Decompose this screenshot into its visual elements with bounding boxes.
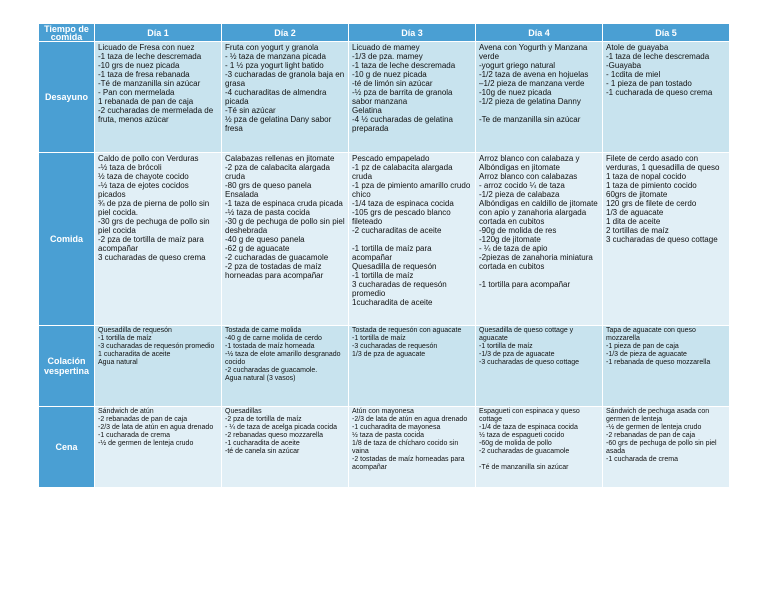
table-row-cena	[39, 407, 730, 488]
table-row-desayuno	[39, 42, 730, 153]
table-cell: Sándwich de atún -2 rebanadas de pan de caja -2/3 de lata de atún en agua drenado -1 cucharada de crema -½ de germen de lenteja crudo	[95, 407, 222, 488]
day-1-header: Día 1	[95, 24, 222, 42]
table-row-comida	[39, 153, 730, 326]
table-row-colacion	[39, 326, 730, 407]
table-cell: Quesadillas -2 pza de tortilla de maíz - ¼ de taza de acelga picada cocida -2 rebanadas queso mozzarella -1 cucharadita de aceite -té de canela sin azúcar	[222, 407, 349, 488]
table-cell: Filete de cerdo asado con verduras, 1 quesadilla de queso 1 taza de nopal cocido 1 taza de pimiento cocido 60grs de jitomate 120 grs de filete de cerdo 1/3 de aguacate 1 dita de aceite 2 tortillas de maíz 3 cucharadas de queso cottage	[603, 153, 730, 326]
table-cell: Arroz blanco con calabaza y Albóndigas en jitomate Arroz blanco con calabazas - arroz cocido ¼ de taza -1/2 pieza de calabaza Albóndigas en caldillo de jitomate con apio y zanahoria alargada cortada en cubitos -90g de molida de res -120g de jitomate - ¼ de taza de apio -2piezas de zanahoria miniatura cortada en cubitos -1 tortilla para acompañar	[476, 153, 603, 326]
table-cell: Atole de guayaba -1 taza de leche descremada -Guayaba - 1cdita de miel - 1 pieza de pan tostado -1 cucharada de queso crema	[603, 42, 730, 153]
row-label-desayuno: Desayuno	[39, 42, 95, 153]
meal-plan-table	[38, 23, 730, 488]
row-label-cena: Cena	[39, 407, 95, 488]
table-cell: Quesadilla de queso cottage y aguacate -1 tortilla de maíz -1/3 de pza de aguacate -3 cucharadas de queso cottage	[476, 326, 603, 407]
row-label-comida: Comida	[39, 153, 95, 326]
table-cell: Atún con mayonesa -2/3 de lata de atún en agua drenado -1 cucharadita de mayonesa ½ taza de pasta cocida 1/8 de taza de chícharo cocido sin vaina -2 tostadas de maíz horneadas para acompañar	[349, 407, 476, 488]
table-cell: Calabazas rellenas en jitomate -2 pza de calabacita alargada cruda -80 grs de queso panela Ensalada -1 taza de espinaca cruda picada -½ taza de pasta cocida -30 g de pechuga de pollo sin piel deshebrada -40 g de queso panela -62 g de aguacate -2 cucharadas de guacamole -2 pza de tostadas de maíz horneadas para acompañar	[222, 153, 349, 326]
table-cell: Tapa de aguacate con queso mozzarella -1 pieza de pan de caja -1/3 de pieza de aguacate -1 rebanada de queso mozzarella	[603, 326, 730, 407]
meal-time-header: Tiempo de comida	[39, 24, 95, 42]
table-cell: Pescado empapelado -1 pz de calabacita alargada cruda -1 pza de pimiento amarillo crudo chico -1/4 taza de espinaca cocida -105 grs de pescado blanco fileteado -2 cucharaditas de aceite -1 tortilla de maíz para acompañar Quesadilla de requesón -1 tortilla de maíz 3 cucharadas de requesón promedio 1cucharadita de aceite	[349, 153, 476, 326]
day-2-header: Día 2	[222, 24, 349, 42]
table-header-row	[39, 24, 730, 42]
table-cell: Licuado de mamey -1/3 de pza. mamey -1 taza de leche descremada -10 g de nuez picada -té de limón sin azúcar -½ pza de barrita de granola sabor manzana Gelatina -4 ½ cucharadas de gelatina preparada	[349, 42, 476, 153]
table-cell: Tostada de requesón con aguacate -1 tortilla de maíz -3 cucharadas de requesón 1/3 de pza de aguacate	[349, 326, 476, 407]
table-cell: Sándwich de pechuga asada con germen de lenteja -½ de germen de lenteja crudo -2 rebanadas de pan de caja -60 grs de pechuga de pollo sin piel asada -1 cucharada de crema	[603, 407, 730, 488]
table-cell: Fruta con yogurt y granola - ½ taza de manzana picada - 1 ½ pza yogurt light batido -3 cucharadas de granola baja en grasa -4 cucharaditas de almendra picada -Té sin azúcar ½ pza de gelatina Dany sabor fresa	[222, 42, 349, 153]
table-cell: Caldo de pollo con Verduras -½ taza de brócoli ½ taza de chayote cocido -½ taza de ejotes cocidos picados ¾ de pza de pierna de pollo sin piel cocida. -30 grs de pechuga de pollo sin piel cocida -2 pza de tortilla de maíz para acompañar 3 cucharadas de queso crema	[95, 153, 222, 326]
day-5-header: Día 5	[603, 24, 730, 42]
table-cell: Avena con Yogurth y Manzana verde -yogurt griego natural -1/2 taza de avena en hojuelas –1/2 pieza de manzana verde -10g de nuez picada -1/2 pieza de gelatina Danny -Te de manzanilla sin azúcar	[476, 42, 603, 153]
day-3-header: Día 3	[349, 24, 476, 42]
table-cell: Licuado de Fresa con nuez -1 taza de leche descremada -10 grs de nuez picada -1 taza de fresa rebanada -Té de manzanilla sin azúcar - Pan con mermelada 1 rebanada de pan de caja -2 cucharadas de mermelada de fruta, menos azúcar	[95, 42, 222, 153]
table-cell: Espagueti con espinaca y queso cottage -1/4 de taza de espinaca cocida ½ taza de espagueti cocido -60g de molida de pollo -2 cucharadas de guacamole -Té de manzanilla sin azúcar	[476, 407, 603, 488]
day-4-header: Día 4	[476, 24, 603, 42]
table-cell: Tostada de carne molida -40 g de carne molida de cerdo -1 tostada de maíz horneada -½ taza de elote amarillo desgranado cocido -2 cucharadas de guacamole. Agua natural (3 vasos)	[222, 326, 349, 407]
row-label-colacion: Colación vespertina	[39, 326, 95, 407]
table-cell: Quesadilla de requesón -1 tortilla de maíz -3 cucharadas de requesón promedio 1 cucharadita de aceite Agua natural	[95, 326, 222, 407]
